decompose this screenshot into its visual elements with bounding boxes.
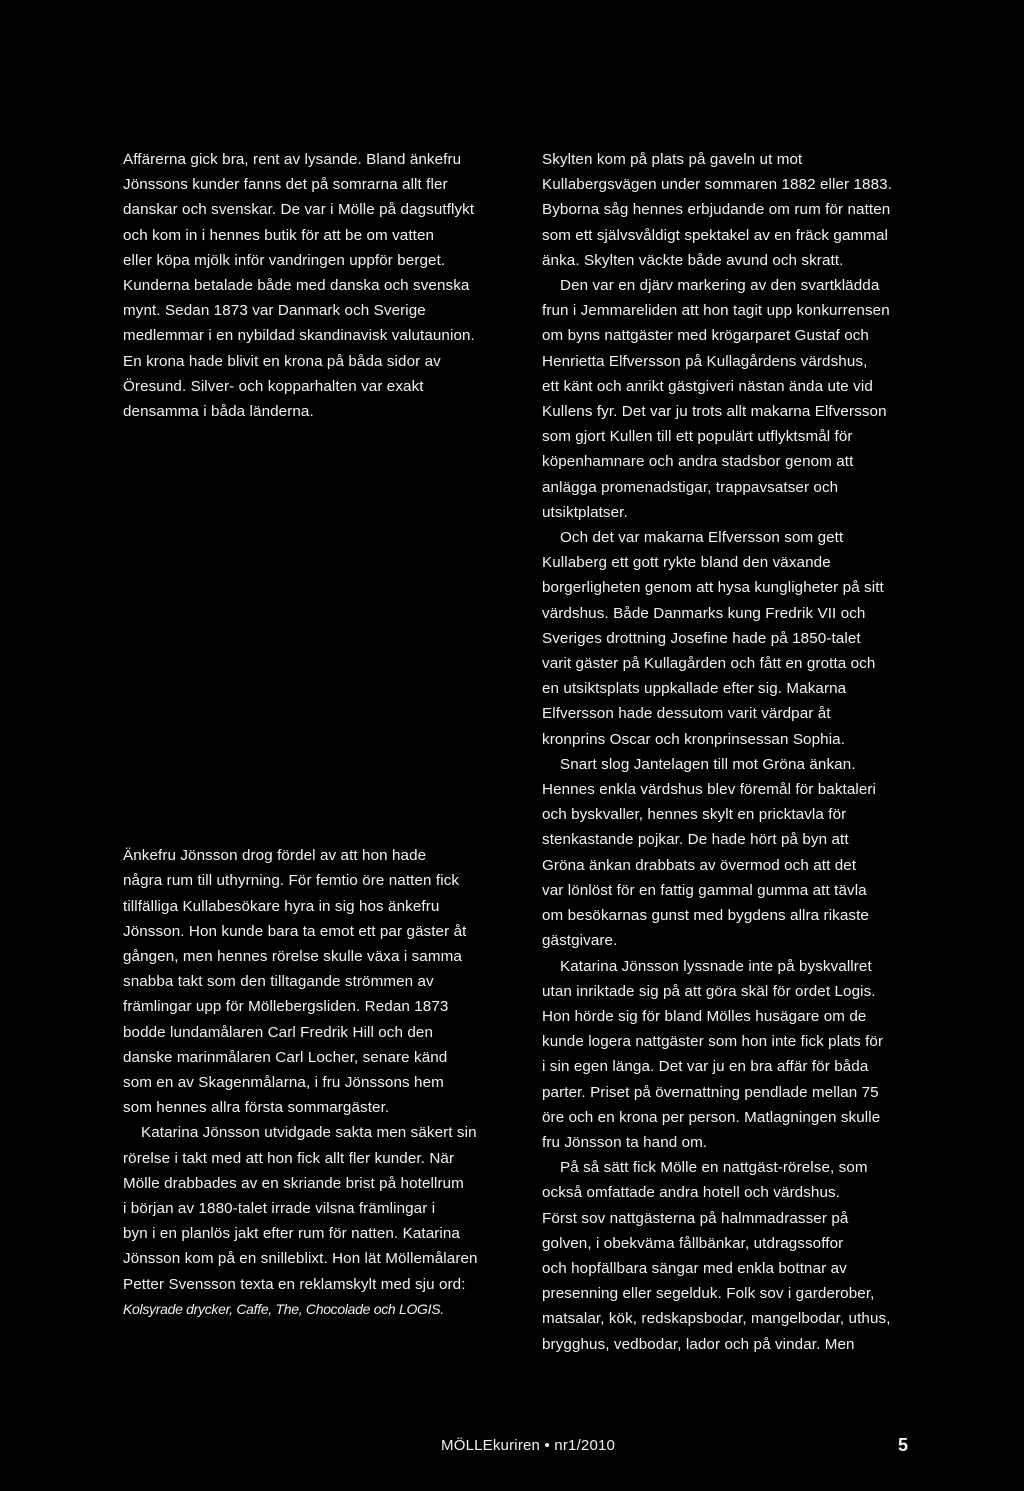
text-line: främlingar upp för Möllebergsliden. Redan 1873 bbox=[123, 998, 449, 1016]
text-line: Kullabergsvägen under sommaren 1882 eller 1883. bbox=[542, 176, 893, 194]
text-line: Änkefru Jönsson drog fördel av att hon hade bbox=[123, 847, 427, 865]
text-line: Snart slog Jantelagen till mot Gröna änkan. bbox=[560, 755, 856, 773]
text-line: Först sov nattgästerna på halmmadrasser på bbox=[542, 1209, 849, 1227]
text-line: värdshus. Både Danmarks kung Fredrik VII och bbox=[542, 604, 866, 622]
text-line: också omfattade andra hotell och värdshus. bbox=[542, 1184, 840, 1202]
text-line: Hon hörde sig för bland Mölles husägare om de bbox=[542, 1007, 867, 1025]
text-line: anlägga promenadstigar, trappavsatser och bbox=[542, 478, 839, 496]
right-paragraph-5 bbox=[542, 954, 922, 1156]
page-number: 5 bbox=[898, 1435, 909, 1455]
text-line: utsiktplatser. bbox=[542, 503, 628, 521]
text-line: golven, i obekväma fållbänkar, utdragssoffor bbox=[542, 1234, 844, 1252]
right-paragraph-2 bbox=[542, 273, 922, 525]
text-line: Jönsson kom på en snilleblixt. Hon lät Möllemålaren bbox=[123, 1250, 478, 1268]
right-column bbox=[542, 147, 922, 1357]
text-line: och byskvaller, hennes skylt en pricktavla för bbox=[542, 806, 847, 824]
text-line: Kullens fyr. Det var ju trots allt makarna Elfversson bbox=[542, 403, 887, 421]
text-line: presenning eller segelduk. Folk sov i garderober, bbox=[542, 1285, 875, 1303]
text-line: byn i en planlös jakt efter rum för natten. Katarina bbox=[123, 1225, 460, 1243]
right-paragraph-4 bbox=[542, 752, 922, 954]
text-line: parter. Priset på övernattning pendlade mellan 75 bbox=[542, 1083, 879, 1101]
text-line: Jönssons kunder fanns det på somrarna allt fler bbox=[123, 176, 448, 194]
text-line: om byns nattgäster med krögarparet Gustaf och bbox=[542, 327, 869, 345]
text-line: Henrietta Elfversson på Kullagårdens värdshus, bbox=[542, 352, 868, 370]
text-line: varit gäster på Kullagården och fått en grotta och bbox=[542, 655, 876, 673]
text-line: På så sätt fick Mölle en nattgäst-rörelse, som bbox=[560, 1159, 868, 1177]
text-line: Katarina Jönsson utvidgade sakta men säkert sin bbox=[141, 1124, 477, 1142]
text-line: kronprins Oscar och kronprinsessan Sophia. bbox=[542, 730, 846, 748]
text-line: Kunderna betalade både med danska och svenska bbox=[123, 277, 470, 295]
sign-text-quote: Kolsyrade drycker, Caffe, The, Chocolade och LOGIS. bbox=[123, 1300, 444, 1317]
left-column bbox=[123, 147, 508, 1322]
text-line: brygghus, vedbodar, lador och på vindar. Men bbox=[542, 1335, 855, 1353]
text-line: och kom in i hennes butik för att be om vatten bbox=[123, 226, 435, 244]
text-line: Jönsson. Hon kunde bara ta emot ett par gäster åt bbox=[123, 922, 467, 940]
text-line: eller köpa mjölk inför vandringen uppför berget. bbox=[123, 251, 446, 269]
text-line: som hennes allra första sommargäster. bbox=[123, 1099, 390, 1117]
left-paragraph-3 bbox=[123, 1120, 508, 1322]
text-line: snabba takt som den tilltagande strömmen av bbox=[123, 973, 434, 991]
text-line: Mölle drabbades av en skriande brist på hotellrum bbox=[123, 1174, 464, 1192]
right-paragraph-3 bbox=[542, 525, 922, 752]
column-gap bbox=[123, 424, 508, 843]
text-line: öre och en krona per person. Matlagningen skulle bbox=[542, 1108, 881, 1126]
text-line: ett känt och anrikt gästgiveri nästan ända ute vid bbox=[542, 377, 873, 395]
text-line: medlemmar i en nybildad skandinavisk valutaunion. bbox=[123, 327, 475, 345]
right-paragraph-6 bbox=[542, 1155, 922, 1357]
text-line: och hopfällbara sängar med enkla bottnar av bbox=[542, 1259, 847, 1277]
text-line: utan inriktade sig på att göra skäl för ordet Logis. bbox=[542, 982, 876, 1000]
text-line: som ett självsvåldigt spektakel av en fräck gammal bbox=[542, 226, 889, 244]
text-line: änka. Skylten väckte både avund och skratt. bbox=[542, 251, 844, 269]
text-line: bodde lundamålaren Carl Fredrik Hill och den bbox=[123, 1023, 433, 1041]
text-line: En krona hade blivit en krona på båda sidor av bbox=[123, 352, 441, 370]
text-line: Gröna änkan drabbats av övermod och att det bbox=[542, 856, 857, 874]
text-line: Elfversson hade dessutom varit värdpar åt bbox=[542, 705, 831, 723]
text-line: kunde logera nattgäster som hon inte fick plats för bbox=[542, 1033, 884, 1051]
text-line: i sin egen länga. Det var ju en bra affär för båda bbox=[542, 1058, 869, 1076]
text-line: densamma i båda länderna. bbox=[123, 403, 314, 421]
text-line: stenkastande pojkar. De hade hört på byn att bbox=[542, 831, 849, 849]
text-line: matsalar, kök, redskapsbodar, mangelbodar, uthus, bbox=[542, 1310, 891, 1328]
text-line: tillfälliga Kullabesökare hyra in sig hos änkefru bbox=[123, 897, 440, 915]
text-line: var lönlöst för en fattig gammal gumma att tävla bbox=[542, 881, 867, 899]
text-line: Öresund. Silver- och kopparhalten var exakt bbox=[123, 377, 424, 395]
text-line: borgerligheten genom att hysa kungligheter på sitt bbox=[542, 579, 884, 597]
text-line: danskar och svenskar. De var i Mölle på dagsutflykt bbox=[123, 201, 475, 219]
text-line: Den var en djärv markering av den svartklädda bbox=[560, 277, 880, 295]
text-line: mynt. Sedan 1873 var Danmark och Sverige bbox=[123, 302, 426, 320]
text-line: Petter Svensson texta en reklamskylt med sju ord: bbox=[123, 1275, 466, 1293]
text-line: Affärerna gick bra, rent av lysande. Bland änkefru bbox=[123, 151, 462, 168]
text-line: Hennes enkla värdshus blev föremål för baktaleri bbox=[542, 781, 877, 799]
left-paragraph-2 bbox=[123, 843, 508, 1120]
left-paragraph-1 bbox=[123, 147, 508, 424]
text-line: gästgivare. bbox=[542, 932, 618, 950]
text-line: danske marinmålaren Carl Locher, senare känd bbox=[123, 1048, 448, 1066]
text-line: några rum till uthyrning. För femtio öre natten fick bbox=[123, 872, 460, 890]
text-line: Byborna såg hennes erbjudande om rum för natten bbox=[542, 201, 891, 219]
text-line: som gjort Kullen till ett populärt utflyktsmål för bbox=[542, 428, 853, 446]
right-paragraph-1 bbox=[542, 147, 922, 273]
text-line: i början av 1880-talet irrade vilsna främlingar i bbox=[123, 1200, 436, 1218]
text-line: om besökarnas gunst med bygdens allra rikaste bbox=[542, 907, 869, 925]
text-line: frun i Jemmareliden att hon tagit upp konkurrensen bbox=[542, 302, 890, 320]
text-line: Sveriges drottning Josefine hade på 1850-talet bbox=[542, 629, 861, 647]
text-line: gången, men hennes rörelse skulle växa i samma bbox=[123, 948, 462, 966]
magazine-footer: MÖLLEkuriren • nr1/2010 bbox=[441, 1437, 616, 1454]
text-line: Katarina Jönsson lyssnade inte på byskvallret bbox=[560, 957, 872, 975]
text-line: rörelse i takt med att hon fick allt fler kunder. När bbox=[123, 1149, 455, 1167]
text-line: Skylten kom på plats på gaveln ut mot bbox=[542, 151, 803, 168]
text-line: fru Jönsson ta hand om. bbox=[542, 1133, 708, 1151]
text-line: en utsiktsplats uppkallade efter sig. Makarna bbox=[542, 680, 847, 698]
text-line: Kullaberg ett gott rykte bland den växande bbox=[542, 554, 831, 572]
text-line: Och det var makarna Elfversson som gett bbox=[560, 529, 844, 547]
text-line: som en av Skagenmålarna, i fru Jönssons hem bbox=[123, 1074, 444, 1092]
text-line: köpenhamnare och andra stadsbor genom att bbox=[542, 453, 854, 471]
